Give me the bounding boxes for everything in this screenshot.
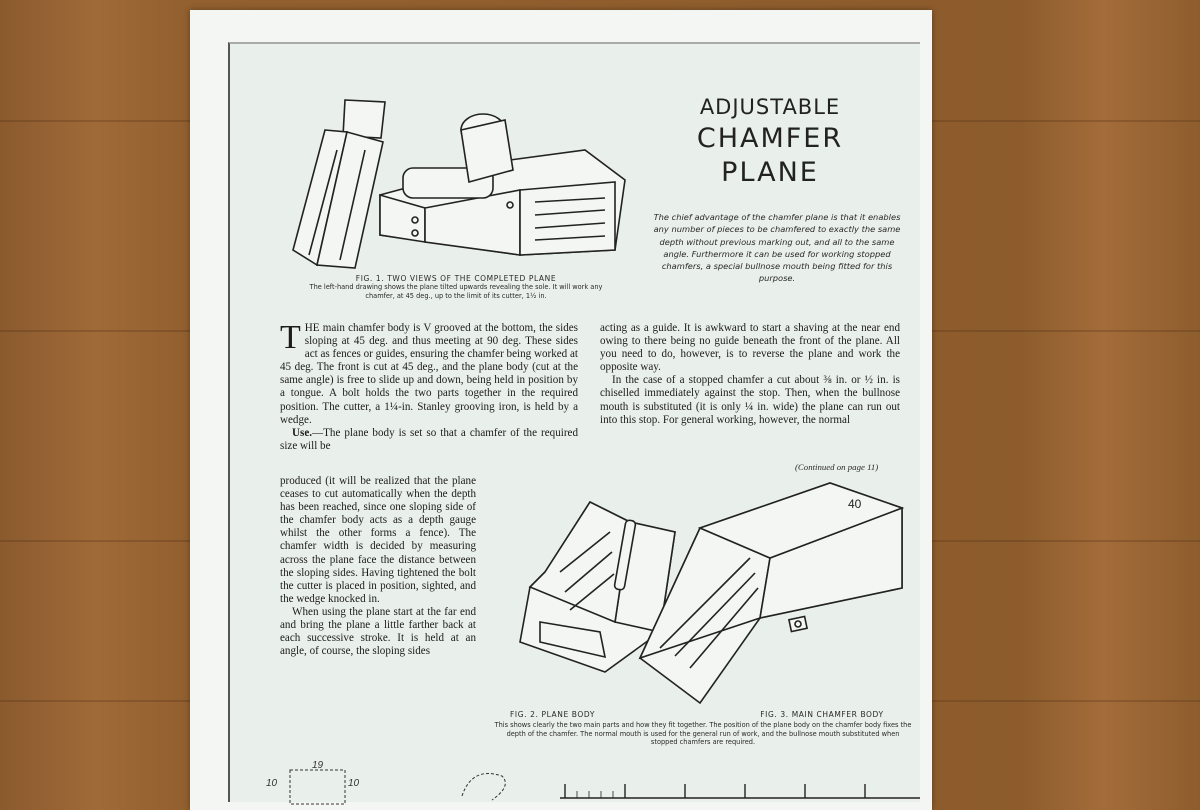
bottom-sketch [262,756,522,800]
scale-ruler [560,778,920,800]
sketch-label-10-right: 10 [348,778,360,789]
use-text: —The plane body is set so that a chamfer of the required size will be [280,426,578,452]
col2-para-1: acting as a guide. It is awkward to start a shaving at the near end owing to there being no guide beneath the front of the plane. All you need to do, however, is to reverse the plane and work the opposite way. [600,322,900,374]
article-title [665,92,875,190]
fig3-title: FIG. 3. MAIN CHAMFER BODY [760,710,884,719]
title-line-2: CHAMFER [696,123,844,154]
sketch-label-10-left: 10 [266,778,278,789]
fig1-caption-text: The left-hand drawing shows the plane tilted upwards revealing the sole. It will work any chamfer, at 45 deg., up to the limit of its cutter, 1½ in. [309,283,603,300]
fig23-caption [493,721,913,747]
fig2-title: FIG. 2. PLANE BODY [510,710,596,719]
title-line-1: ADJUSTABLE [699,95,841,119]
fig3-illustration [640,478,910,708]
fig3-caption [742,710,902,719]
para-1: HE main chamfer body is V grooved at the bottom, the sides sloping at 45 deg. and thus meeting at 90 deg. These sides act as fences or guides, ensuring the chamfer being worked at 45 deg. The front is cut at 45 deg., and the plane body (cut at the same angle) is free to slide up and down, being held in position by a tongue. A bolt holds the two parts together in the required position. The cutter, a 1¼-in. Stanley grooving iron, is held by a wedge. [280,322,579,426]
fig1-title: FIG. 1. TWO VIEWS OF THE COMPLETED PLANE [355,274,557,283]
dropcap: T [280,319,301,356]
use-heading: Use. [292,426,313,439]
title-line-3: PLANE [721,157,819,188]
fig1-illustration [285,90,635,270]
fig2-caption [510,710,630,719]
column-1-narrow [280,475,476,658]
sketch-label-19: 19 [312,760,324,771]
fig23-caption-text: This shows clearly the two main parts and how they fit together. The position of the plane body on the chamfer body fixes the depth of the chamfer. The normal mouth is used for the general run of work, and the bullnose mouth substituted when stopped chamfers are required. [494,721,912,746]
col2-para-2: In the case of a stopped chamfer a cut about ⅜ in. or ½ in. is chiselled immediately against the stop. Then, when the bullnose mouth is substituted (it is only ¼ in. wide) the plane can run out into this stop. For general working, however, the normal [600,374,900,426]
para-3: When using the plane start at the far end and bring the plane a little farther back at each successive stroke. It is held at an angle, of course, the sloping sides [280,605,476,658]
intro-text: The chief advantage of the chamfer plane is that it enables any number of pieces to be chamfered to exactly the same depth without previous marking out, and all to the same angle. Furthermore it can be used for working stopped chamfers, a special bullnose mouth being fitted for this purpose. [653,212,901,284]
continued-note: (Continued on page 11) [795,462,879,472]
fig1-caption [296,274,616,300]
fig3-dimension-label: 40 [848,497,862,511]
column-1-top [280,319,579,453]
para-use-narrow: produced (it will be realized that the plane ceases to cut automatically when the depth has been reached, since one sloping side of the chamfer body acts as a depth gauge whilst the other forms a fence). The chamfer width is decided by measuring across the plane face the distance between the sloping sides. Having tightened the bolt the cutter is placed in position, sighted, and the wedge knocked in. [280,475,476,605]
column-2 [600,322,900,427]
